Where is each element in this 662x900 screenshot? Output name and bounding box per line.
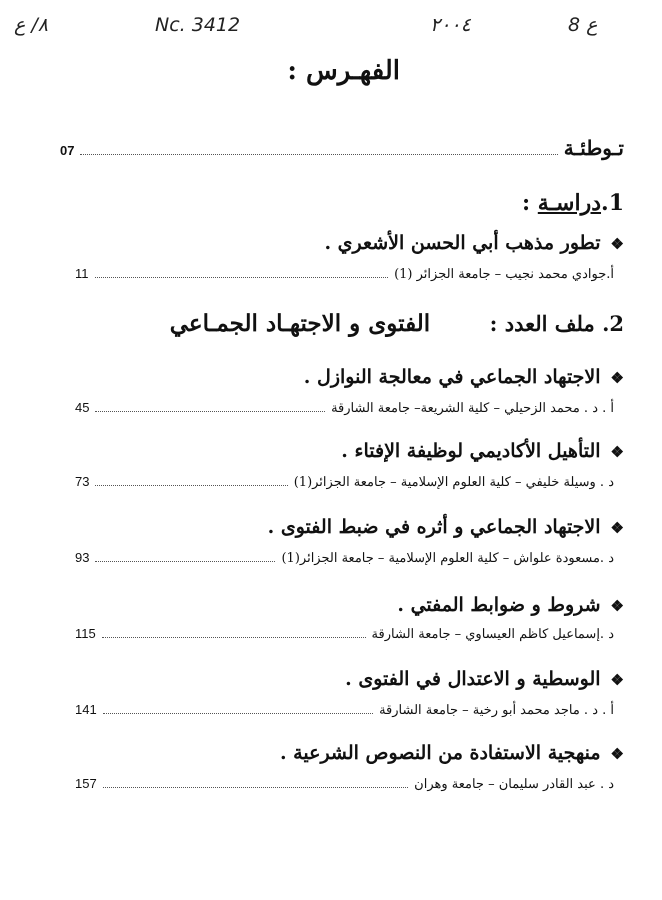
article-title: الاجتهاد الجماعي في معالجة النوازل . bbox=[303, 366, 601, 388]
dot-leader bbox=[95, 268, 389, 278]
page-number: 157 bbox=[75, 776, 97, 791]
section-colon: : bbox=[489, 311, 498, 336]
article-title: التأهيل الأكاديمي لوظيفة الإفتاء . bbox=[341, 440, 601, 462]
dot-leader bbox=[102, 628, 366, 638]
toc-entry[interactable] bbox=[75, 400, 614, 416]
bullet-icon: ❖ bbox=[610, 369, 624, 387]
toc-entry[interactable] bbox=[75, 776, 614, 792]
accession-number: Nc. 3412 bbox=[155, 14, 241, 36]
section-heading-issue-file bbox=[170, 310, 624, 337]
toc-article-title[interactable] bbox=[280, 742, 624, 764]
dot-leader bbox=[95, 476, 287, 486]
toc-article-title[interactable] bbox=[268, 516, 624, 538]
article-author: أ.جوادي محمد نجيب – جامعة الجزائر (1) bbox=[394, 267, 614, 282]
section-number: 1. bbox=[601, 190, 624, 216]
section-theme: الفتوى و الاجتهـاد الجمـاعي bbox=[169, 310, 431, 337]
toc-entry[interactable] bbox=[75, 474, 614, 490]
toc-entry[interactable] bbox=[75, 550, 614, 566]
page-number: 07 bbox=[60, 143, 75, 158]
page-number: 11 bbox=[75, 266, 89, 281]
toc-entry[interactable] bbox=[75, 266, 614, 282]
page-title: الفهـرس : bbox=[287, 56, 400, 86]
dot-leader bbox=[95, 552, 275, 562]
page-number: 93 bbox=[75, 550, 90, 565]
page-number: 141 bbox=[75, 702, 97, 717]
bullet-icon: ❖ bbox=[610, 671, 624, 689]
dot-leader bbox=[80, 142, 557, 155]
page-number: 45 bbox=[75, 400, 90, 415]
article-title: منهجية الاستفادة من النصوص الشرعية . bbox=[279, 742, 601, 764]
article-title: الوسطية و الاعتدال في الفتوى . bbox=[345, 668, 601, 690]
section-label: ملف العدد bbox=[504, 311, 595, 336]
toc-entry[interactable] bbox=[75, 702, 614, 718]
handwritten-note-right: ع 8 bbox=[568, 14, 598, 36]
page-number: 115 bbox=[75, 626, 96, 641]
bullet-icon: ❖ bbox=[610, 443, 624, 461]
article-title: الاجتهاد الجماعي و أثره في ضبط الفتوى . bbox=[267, 516, 601, 538]
article-title: تطور مذهب أبي الحسن الأشعري . bbox=[324, 232, 601, 254]
toc-article-title[interactable] bbox=[397, 594, 624, 616]
handwritten-note-middle: ٢٠٠٤ bbox=[430, 14, 471, 36]
toc-article-title[interactable] bbox=[345, 668, 624, 690]
toc-article-title[interactable] bbox=[304, 366, 624, 388]
section-label: دراسـة bbox=[537, 190, 602, 216]
article-author: أ . د . محمد الزحيلي – كلية الشريعة– جامعة الشارقة bbox=[331, 401, 614, 416]
bullet-icon: ❖ bbox=[610, 597, 624, 615]
article-author: د . وسيلة خليفي – كلية العلوم الإسلامية – جامعة الجزائر(1) bbox=[293, 475, 614, 490]
article-author: د .مسعودة علواش – كلية العلوم الإسلامية – جامعة الجزائر(1) bbox=[281, 551, 614, 566]
article-author: أ . د . ماجد محمد أبو رخية – جامعة الشارقة bbox=[379, 703, 614, 718]
intro-label: تـوطئـة bbox=[563, 136, 624, 160]
section-heading-study bbox=[522, 190, 624, 216]
article-author: د . عبد القادر سليمان – جامعة وهران bbox=[414, 777, 614, 792]
page-number: 73 bbox=[75, 474, 90, 489]
section-number: 2. bbox=[602, 311, 624, 336]
dot-leader bbox=[95, 402, 325, 412]
toc-entry[interactable] bbox=[75, 626, 614, 642]
dot-leader bbox=[103, 778, 408, 788]
article-title: شروط و ضوابط المفتي . bbox=[397, 594, 601, 616]
toc-article-title[interactable] bbox=[324, 232, 624, 254]
handwritten-note-left: ٨/ ع bbox=[14, 14, 48, 36]
toc-entry-intro[interactable] bbox=[60, 136, 624, 160]
toc-article-title[interactable] bbox=[341, 440, 624, 462]
dot-leader bbox=[103, 704, 373, 714]
bullet-icon: ❖ bbox=[610, 235, 624, 253]
article-author: د .إسماعيل كاظم العيساوي – جامعة الشارقة bbox=[371, 627, 614, 642]
section-suffix: : bbox=[522, 190, 538, 216]
bullet-icon: ❖ bbox=[610, 745, 624, 763]
bullet-icon: ❖ bbox=[610, 519, 624, 537]
